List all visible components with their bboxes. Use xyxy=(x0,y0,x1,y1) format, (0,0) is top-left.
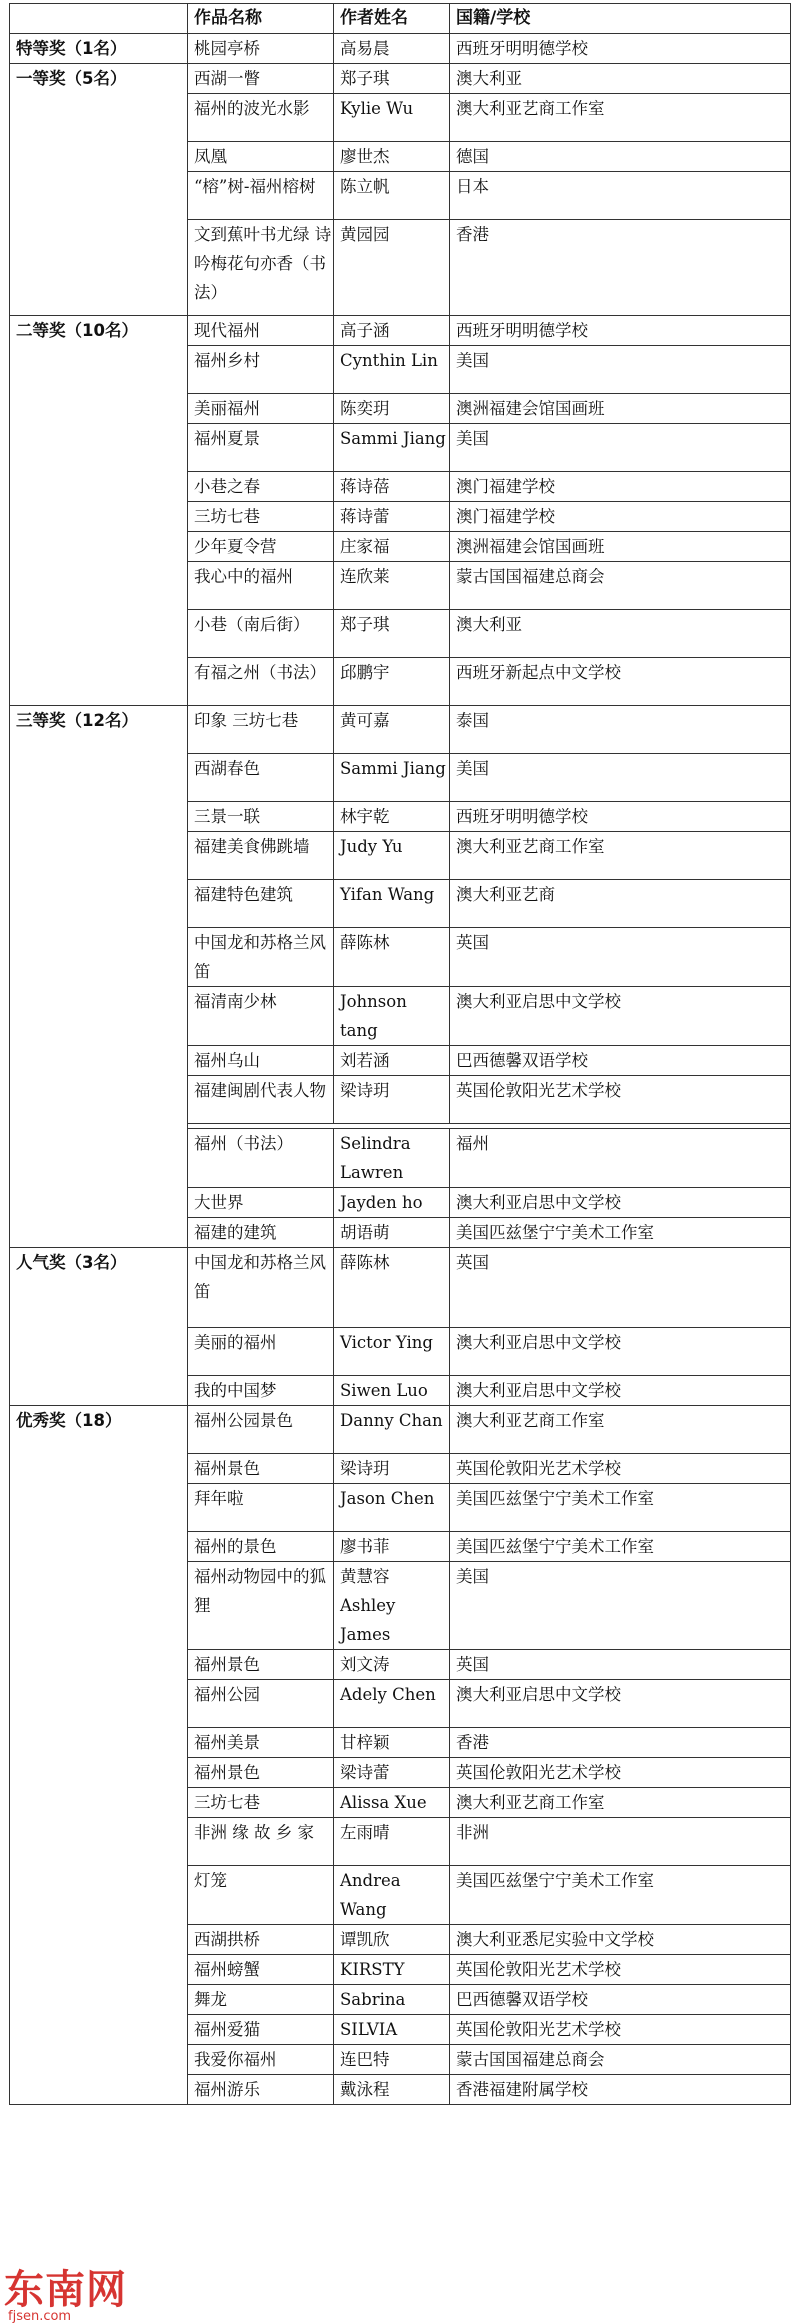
author-name: 黄慧容 Ashley James xyxy=(334,1562,450,1650)
author-name: Danny Chan xyxy=(334,1406,450,1454)
school-name: 美国匹兹堡宁宁美术工作室 xyxy=(450,1532,791,1562)
work-title: 福州景色 xyxy=(188,1758,334,1788)
work-title: 三景一联 xyxy=(188,802,334,832)
work-title: 福建特色建筑 xyxy=(188,880,334,928)
header-title: 作品名称 xyxy=(188,4,334,34)
school-name: 德国 xyxy=(450,142,791,172)
header-category xyxy=(10,4,188,34)
school-name: 英国伦敦阳光艺术学校 xyxy=(450,1758,791,1788)
author-name: 陈奕玥 xyxy=(334,394,450,424)
work-title: 我爱你福州 xyxy=(188,2045,334,2075)
author-name: Adely Chen xyxy=(334,1680,450,1728)
author-name: 陈立帆 xyxy=(334,172,450,220)
school-name: 美国 xyxy=(450,424,791,472)
award-category: 三等奖（12名） xyxy=(10,706,188,1248)
work-title: 福州爱猫 xyxy=(188,2015,334,2045)
work-title: 灯笼 xyxy=(188,1866,334,1925)
author-name: 薛陈林 xyxy=(334,928,450,987)
work-title: 西湖春色 xyxy=(188,754,334,802)
award-category: 特等奖（1名） xyxy=(10,34,188,64)
award-category: 二等奖（10名） xyxy=(10,316,188,706)
school-name: 巴西德馨双语学校 xyxy=(450,1985,791,2015)
school-name: 澳门福建学校 xyxy=(450,502,791,532)
work-title: 舞龙 xyxy=(188,1985,334,2015)
work-title: 美丽福州 xyxy=(188,394,334,424)
school-name: 英国 xyxy=(450,928,791,987)
school-name: 澳大利亚艺商工作室 xyxy=(450,1788,791,1818)
author-name: Siwen Luo xyxy=(334,1376,450,1406)
work-title: 福州螃蟹 xyxy=(188,1955,334,1985)
author-name: 郑子琪 xyxy=(334,64,450,94)
author-name: 黄园园 xyxy=(334,220,450,316)
school-name: 福州 xyxy=(450,1129,791,1188)
work-title: 西湖一瞥 xyxy=(188,64,334,94)
school-name: 英国伦敦阳光艺术学校 xyxy=(450,1076,791,1124)
school-name: 美国 xyxy=(450,754,791,802)
work-title: 小巷（南后街） xyxy=(188,610,334,658)
work-title: 文到蕉叶书尤绿 诗吟梅花句亦香（书法） xyxy=(188,220,334,316)
award-category: 人气奖（3名） xyxy=(10,1248,188,1406)
award-row xyxy=(10,1248,791,1328)
work-title: 福州（书法） xyxy=(188,1129,334,1188)
award-row xyxy=(10,64,791,94)
author-name: Victor Ying xyxy=(334,1328,450,1376)
watermark-url: fjsen.com xyxy=(8,2309,72,2324)
author-name: Sammi Jiang xyxy=(334,754,450,802)
author-name: 高易晨 xyxy=(334,34,450,64)
work-title: 现代福州 xyxy=(188,316,334,346)
school-name: 澳大利亚艺商工作室 xyxy=(450,94,791,142)
work-title: 我心中的福州 xyxy=(188,562,334,610)
school-name: 西班牙新起点中文学校 xyxy=(450,658,791,706)
author-name: 蒋诗蕾 xyxy=(334,502,450,532)
school-name: 蒙古国国福建总商会 xyxy=(450,2045,791,2075)
work-title: 福州景色 xyxy=(188,1454,334,1484)
school-name: 澳大利亚启思中文学校 xyxy=(450,1328,791,1376)
work-title: 福州的景色 xyxy=(188,1532,334,1562)
school-name: 澳大利亚启思中文学校 xyxy=(450,1376,791,1406)
work-title: 中国龙和苏格兰风笛 xyxy=(188,1248,334,1328)
author-name: 谭凯欣 xyxy=(334,1925,450,1955)
author-name: Judy Yu xyxy=(334,832,450,880)
author-name: Cynthin Lin xyxy=(334,346,450,394)
work-title: 福州公园景色 xyxy=(188,1406,334,1454)
award-row xyxy=(10,34,791,64)
work-title: 福州公园 xyxy=(188,1680,334,1728)
award-row xyxy=(10,316,791,346)
school-name: 澳洲福建会馆国画班 xyxy=(450,394,791,424)
school-name: 澳大利亚启思中文学校 xyxy=(450,987,791,1046)
school-name: 澳大利亚艺商 xyxy=(450,880,791,928)
author-name: Yifan Wang xyxy=(334,880,450,928)
school-name: 非洲 xyxy=(450,1818,791,1866)
school-name: 西班牙明明德学校 xyxy=(450,34,791,64)
school-name: 澳大利亚艺商工作室 xyxy=(450,832,791,880)
author-name: Andrea Wang xyxy=(334,1866,450,1925)
work-title: 西湖拱桥 xyxy=(188,1925,334,1955)
author-name: Alissa Xue xyxy=(334,1788,450,1818)
school-name: 美国匹兹堡宁宁美术工作室 xyxy=(450,1866,791,1925)
work-title: 福州乌山 xyxy=(188,1046,334,1076)
author-name: 甘梓颖 xyxy=(334,1728,450,1758)
work-title: 福州夏景 xyxy=(188,424,334,472)
school-name: 香港 xyxy=(450,220,791,316)
author-name: Kylie Wu xyxy=(334,94,450,142)
school-name: 澳大利亚艺商工作室 xyxy=(450,1406,791,1454)
school-name: 澳大利亚悉尼实验中文学校 xyxy=(450,1925,791,1955)
author-name: Sammi Jiang xyxy=(334,424,450,472)
author-name: Selindra Lawren xyxy=(334,1129,450,1188)
work-title: 福建的建筑 xyxy=(188,1218,334,1248)
author-name: 郑子琪 xyxy=(334,610,450,658)
header-row xyxy=(10,4,791,34)
school-name: 西班牙明明德学校 xyxy=(450,316,791,346)
school-name: 美国 xyxy=(450,1562,791,1650)
work-title: 福建闽剧代表人物 xyxy=(188,1076,334,1124)
author-name: 戴泳程 xyxy=(334,2075,450,2105)
author-name: 梁诗蕾 xyxy=(334,1758,450,1788)
author-name: 梁诗玥 xyxy=(334,1076,450,1124)
work-title: 福州乡村 xyxy=(188,346,334,394)
work-title: 美丽的福州 xyxy=(188,1328,334,1376)
site-watermark xyxy=(4,2267,204,2324)
author-name: 刘若涵 xyxy=(334,1046,450,1076)
award-row xyxy=(10,706,791,754)
school-name: 西班牙明明德学校 xyxy=(450,802,791,832)
header-author: 作者姓名 xyxy=(334,4,450,34)
work-title: 福清南少林 xyxy=(188,987,334,1046)
work-title: 三坊七巷 xyxy=(188,1788,334,1818)
author-name: KIRSTY xyxy=(334,1955,450,1985)
work-title: 非洲 缘 故 乡 家 xyxy=(188,1818,334,1866)
school-name: 香港 xyxy=(450,1728,791,1758)
author-name: 蒋诗蓓 xyxy=(334,472,450,502)
author-name: 连巴特 xyxy=(334,2045,450,2075)
award-category: 一等奖（5名） xyxy=(10,64,188,316)
school-name: 美国匹兹堡宁宁美术工作室 xyxy=(450,1484,791,1532)
work-title: 少年夏令营 xyxy=(188,532,334,562)
work-title: 中国龙和苏格兰风笛 xyxy=(188,928,334,987)
author-name: 胡语萌 xyxy=(334,1218,450,1248)
author-name: 黄可嘉 xyxy=(334,706,450,754)
school-name: 澳洲福建会馆国画班 xyxy=(450,532,791,562)
work-title: “榕”树-福州榕树 xyxy=(188,172,334,220)
author-name: Johnson tang xyxy=(334,987,450,1046)
school-name: 日本 xyxy=(450,172,791,220)
award-category: 优秀奖（18） xyxy=(10,1406,188,2105)
school-name: 澳大利亚启思中文学校 xyxy=(450,1188,791,1218)
work-title: 福州美景 xyxy=(188,1728,334,1758)
school-name: 英国 xyxy=(450,1650,791,1680)
school-name: 澳大利亚启思中文学校 xyxy=(450,1680,791,1728)
work-title: 福州动物园中的狐狸 xyxy=(188,1562,334,1650)
work-title: 印象 三坊七巷 xyxy=(188,706,334,754)
work-title: 拜年啦 xyxy=(188,1484,334,1532)
author-name: 邱鹏宇 xyxy=(334,658,450,706)
work-title: 福州景色 xyxy=(188,1650,334,1680)
school-name: 蒙古国国福建总商会 xyxy=(450,562,791,610)
work-title: 大世界 xyxy=(188,1188,334,1218)
school-name: 美国 xyxy=(450,346,791,394)
header-school: 国籍/学校 xyxy=(450,4,791,34)
school-name: 英国伦敦阳光艺术学校 xyxy=(450,1955,791,1985)
work-title: 三坊七巷 xyxy=(188,502,334,532)
work-title: 小巷之春 xyxy=(188,472,334,502)
author-name: 高子涵 xyxy=(334,316,450,346)
school-name: 澳大利亚 xyxy=(450,610,791,658)
work-title: 福州的波光水影 xyxy=(188,94,334,142)
award-table-body xyxy=(10,34,791,2105)
author-name: Sabrina xyxy=(334,1985,450,2015)
author-name: 庄家福 xyxy=(334,532,450,562)
school-name: 英国伦敦阳光艺术学校 xyxy=(450,1454,791,1484)
author-name: Jason Chen xyxy=(334,1484,450,1532)
author-name: 廖世杰 xyxy=(334,142,450,172)
school-name: 英国伦敦阳光艺术学校 xyxy=(450,2015,791,2045)
award-row xyxy=(10,1406,791,1454)
author-name: SILVIA xyxy=(334,2015,450,2045)
watermark-logo: 东南网 xyxy=(4,2267,127,2313)
school-name: 泰国 xyxy=(450,706,791,754)
school-name: 香港福建附属学校 xyxy=(450,2075,791,2105)
author-name: 林宇乾 xyxy=(334,802,450,832)
school-name: 美国匹兹堡宁宁美术工作室 xyxy=(450,1218,791,1248)
work-title: 有福之州（书法） xyxy=(188,658,334,706)
author-name: 连欣莱 xyxy=(334,562,450,610)
work-title: 我的中国梦 xyxy=(188,1376,334,1406)
work-title: 凤凰 xyxy=(188,142,334,172)
work-title: 桃园亭桥 xyxy=(188,34,334,64)
school-name: 英国 xyxy=(450,1248,791,1328)
author-name: Jayden ho xyxy=(334,1188,450,1218)
school-name: 澳门福建学校 xyxy=(450,472,791,502)
work-title: 福州游乐 xyxy=(188,2075,334,2105)
author-name: 左雨晴 xyxy=(334,1818,450,1866)
author-name: 梁诗玥 xyxy=(334,1454,450,1484)
school-name: 巴西德馨双语学校 xyxy=(450,1046,791,1076)
work-title: 福建美食佛跳墙 xyxy=(188,832,334,880)
author-name: 廖书菲 xyxy=(334,1532,450,1562)
school-name: 澳大利亚 xyxy=(450,64,791,94)
award-table xyxy=(9,3,791,2105)
author-name: 薛陈林 xyxy=(334,1248,450,1328)
author-name: 刘文涛 xyxy=(334,1650,450,1680)
